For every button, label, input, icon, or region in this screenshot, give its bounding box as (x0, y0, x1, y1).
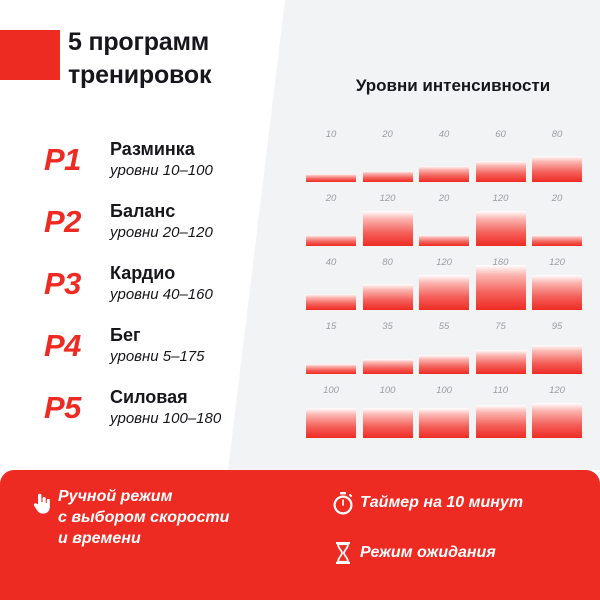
bar (306, 235, 356, 246)
timer-block (326, 486, 586, 520)
list-item (44, 318, 294, 374)
bar-value-label: 95 (551, 321, 563, 332)
bar-value-label: 80 (382, 257, 393, 268)
hand-pointer-icon (24, 486, 58, 520)
program-levels: уровни 5–175 (110, 348, 205, 366)
manual-mode-text (58, 486, 229, 549)
bar-group (306, 386, 582, 438)
bar-item (363, 194, 413, 246)
bar-value-label: 160 (492, 257, 509, 268)
bar-group (306, 130, 582, 182)
bar (419, 355, 469, 374)
bar-value-label: 120 (549, 385, 565, 396)
bar-group (306, 194, 582, 246)
bar-value-label: 120 (379, 193, 396, 204)
footer-right-column (326, 486, 586, 586)
bar (306, 408, 356, 438)
bar-item (532, 130, 582, 182)
bar-item (476, 386, 526, 438)
bar (419, 235, 469, 246)
program-levels: уровни 40–160 (110, 286, 213, 304)
bar-item (363, 258, 413, 310)
chart-row-p5 (306, 384, 582, 448)
standby-label: Режим ожидания (360, 544, 496, 562)
bar-item (306, 386, 356, 438)
bar-item (476, 258, 526, 310)
bar-item (419, 258, 469, 310)
manual-mode-line-3: и времени (58, 529, 141, 547)
page-title (68, 26, 298, 92)
bar (306, 294, 356, 310)
bar (419, 275, 469, 310)
program-code: P1 (44, 142, 81, 177)
list-item (44, 194, 294, 250)
bar-item (419, 194, 469, 246)
program-code: P4 (44, 328, 81, 363)
bar-value-label: 100 (379, 385, 396, 396)
bar-item (419, 386, 469, 438)
program-info (110, 387, 294, 428)
bar (532, 156, 582, 182)
bar-item (476, 194, 526, 246)
program-levels: уровни 100–180 (110, 410, 222, 428)
chart-row-p1 (306, 128, 582, 192)
bar-item (306, 258, 356, 310)
program-code: P3 (44, 266, 81, 301)
page-title-line-2: тренировок (68, 61, 212, 89)
bar-item (532, 322, 582, 374)
bar (363, 408, 413, 438)
program-info (110, 325, 294, 366)
program-name: Баланс (110, 201, 176, 222)
bar-value-label: 20 (382, 129, 393, 140)
program-name: Бег (110, 325, 141, 346)
bar-item (419, 322, 469, 374)
bar-item (532, 258, 582, 310)
program-name: Силовая (110, 387, 188, 408)
bar-item (419, 130, 469, 182)
intensity-chart (306, 128, 582, 448)
bar (306, 364, 356, 374)
bar-value-label: 15 (325, 321, 337, 332)
chart-title: Уровни интенсивности (355, 76, 551, 95)
bar-value-label: 40 (438, 129, 450, 140)
bar-item (363, 322, 413, 374)
bar-value-label: 10 (325, 129, 337, 140)
manual-mode-line-2: с выбором скорости (58, 508, 230, 526)
bar (476, 405, 526, 438)
bar-value-label: 100 (323, 385, 339, 396)
page-title-line-1: 5 программ (68, 28, 210, 56)
bar (419, 166, 469, 182)
bar-item (363, 386, 413, 438)
program-levels: уровни 20–120 (110, 224, 213, 242)
chart-row-p4 (306, 320, 582, 384)
timer-label: Таймер на 10 минут (360, 494, 524, 512)
bar (363, 284, 413, 310)
bar-item (476, 322, 526, 374)
list-item (44, 380, 294, 436)
bar-group (306, 322, 582, 374)
bar (476, 161, 526, 182)
bar-item (363, 130, 413, 182)
bar-value-label: 120 (492, 193, 509, 204)
bar-item (532, 386, 582, 438)
bar-value-label: 120 (549, 257, 565, 268)
program-info (110, 201, 294, 242)
program-name: Разминка (110, 139, 195, 160)
accent-tab (0, 30, 60, 80)
bar-item (476, 130, 526, 182)
bar-item (306, 194, 356, 246)
list-item (44, 132, 294, 188)
chart-row-p2 (306, 192, 582, 256)
bar (476, 265, 526, 310)
bar (306, 174, 356, 182)
bar-value-label: 80 (551, 129, 563, 140)
bar-value-label: 20 (438, 193, 450, 204)
bar (363, 359, 413, 374)
bar (419, 408, 469, 438)
program-levels: уровни 10–100 (110, 162, 213, 180)
bar-item (306, 322, 356, 374)
program-name: Кардио (110, 263, 176, 284)
program-code: P5 (44, 390, 81, 425)
bar (476, 211, 526, 246)
stopwatch-icon (326, 486, 360, 520)
bar (532, 345, 582, 374)
bar (363, 211, 413, 246)
program-info (110, 263, 294, 304)
standby-block (326, 536, 586, 570)
bar (476, 350, 526, 374)
program-code: P2 (44, 204, 81, 239)
bar-item (532, 194, 582, 246)
bar-value-label: 100 (436, 385, 452, 396)
bar-item (306, 130, 356, 182)
list-item (44, 256, 294, 312)
bar-value-label: 55 (438, 321, 450, 332)
bar-group (306, 258, 582, 310)
hourglass-icon (326, 536, 360, 570)
bar-value-label: 20 (325, 193, 337, 204)
manual-mode-line-1: Ручной режим (58, 488, 173, 505)
bar-value-label: 35 (382, 321, 393, 332)
chart-row-p3 (306, 256, 582, 320)
bar-value-label: 75 (495, 321, 506, 332)
bar (532, 275, 582, 310)
bar-value-label: 20 (551, 193, 563, 204)
manual-mode-block (24, 486, 304, 549)
bar-value-label: 120 (436, 257, 452, 268)
bar-value-label: 40 (325, 257, 337, 268)
bar-value-label: 60 (495, 129, 506, 140)
bar (532, 403, 582, 438)
program-info (110, 139, 294, 180)
program-list (44, 132, 294, 442)
bar (363, 171, 413, 182)
bar (532, 235, 582, 246)
bar-value-label: 110 (492, 385, 509, 396)
